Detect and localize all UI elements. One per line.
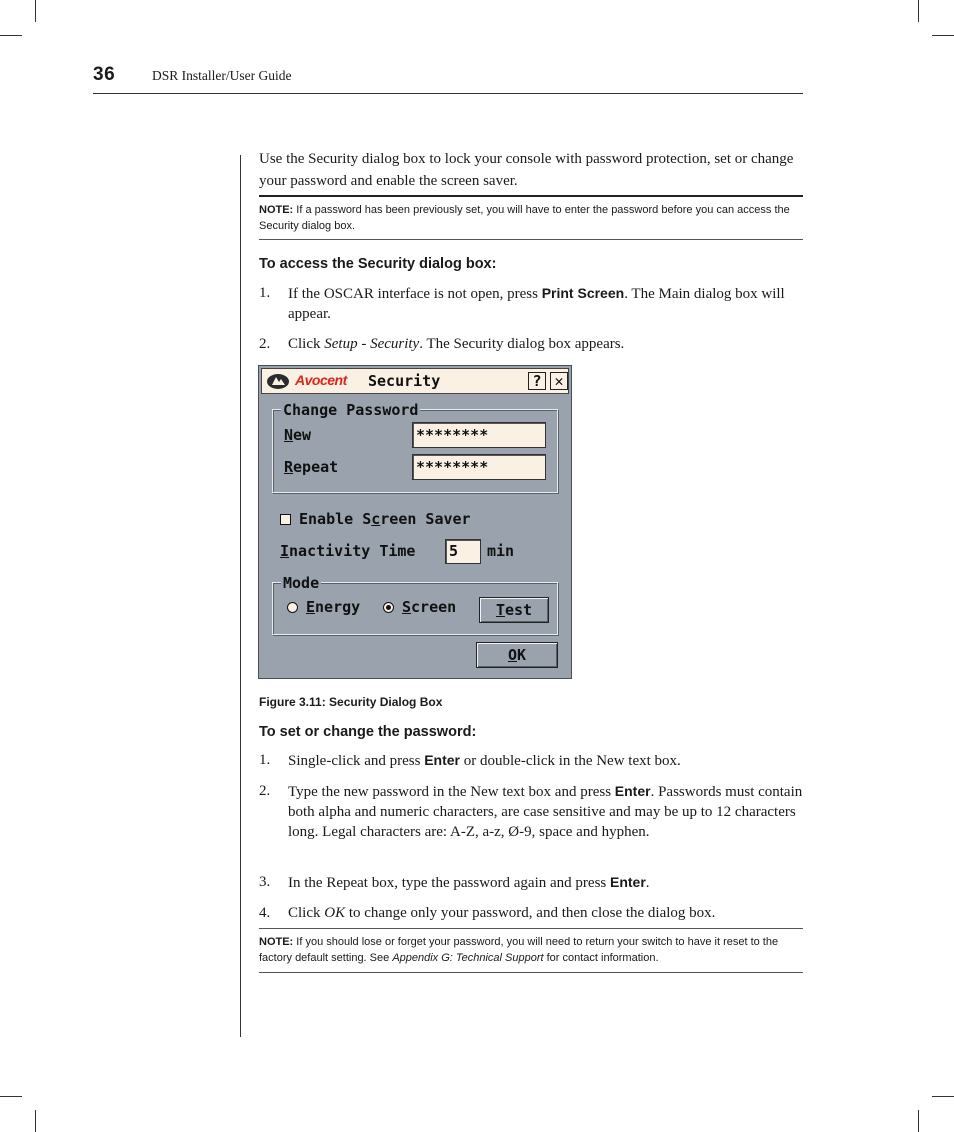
new-label [284,426,311,444]
note-top-rule [259,195,803,197]
crop-mark [932,1096,954,1097]
step-text-part: . The Security dialog box appears. [419,336,625,352]
close-button[interactable]: ✕ [550,372,568,390]
security-dialog [258,365,572,679]
step-text-part: or double-click in the New text box. [460,753,681,769]
inactivity-label-rest: nactivity Time [289,542,416,560]
crop-mark [0,35,22,36]
step-text-part: Click [288,336,325,352]
energy-label-accel: E [306,598,316,616]
mode-legend: Mode [283,574,320,592]
book-title: DSR Installer/User Guide [152,68,292,83]
screen-label [402,598,456,616]
step-number: 2. [259,783,271,799]
ok-button-label: K [517,646,527,664]
new-label-rest: ew [293,426,312,444]
ok-button-accel: O [507,646,517,664]
change-password-legend: Change Password [283,401,419,419]
step-text [288,872,803,893]
step-text [288,750,803,771]
new-password-input[interactable]: ******** [412,422,546,448]
margin-rule [240,155,241,1037]
step-number: 1. [259,752,271,768]
step-text-part: In the Repeat box, type the password again and press [288,875,610,891]
new-label-accel: N [284,426,294,444]
step-text-part: Type the new password in the New text box and press [288,784,615,800]
section-heading-password: To set or change the password: [259,724,477,740]
note-label: NOTE: [259,204,294,216]
test-button-label: est [504,601,533,619]
step-text-part: If the OSCAR interface is not open, press [288,286,542,302]
inactivity-time-label [280,542,415,560]
step-text [288,334,803,354]
button-name: OK [324,905,346,921]
note-bottom-rule [259,972,803,973]
note-text: for contact information. [543,952,659,964]
test-button[interactable] [479,597,549,623]
key-name: Enter [424,752,461,768]
help-button[interactable]: ? [528,372,546,390]
step-text-part: . The Main dialog box will appear. [288,286,785,322]
step-text [288,903,803,923]
note-text: If a password has been previously set, you will have to enter the password before you can access the Security dialog box. [259,204,790,232]
enable-screen-saver-label [299,510,471,528]
step-text-part: Single-click and press [288,753,425,769]
repeat-label-accel: R [284,458,294,476]
energy-radio[interactable] [287,602,298,613]
menu-path: Setup - Security [324,336,420,352]
note-top-rule [259,928,803,929]
step-text-part: to change only your password, and then close the dialog box. [345,905,716,921]
repeat-password-input[interactable]: ******** [412,454,546,480]
step-number: 2. [259,336,271,352]
screen-label-accel: S [402,598,412,616]
enable-screen-saver-checkbox[interactable] [280,514,291,525]
energy-label-rest: nergy [315,598,361,616]
crop-mark [35,1110,36,1132]
step-text-part: . [645,875,650,891]
note-label: NOTE: [259,936,294,948]
inactivity-label-accel: I [280,542,290,560]
header-rule [93,93,803,94]
step-text [288,283,803,324]
screen-label-rest: creen [411,598,457,616]
avocent-logo-text: Avocent [295,372,347,388]
step-text-part: Click [288,905,325,921]
key-name: Enter [610,874,646,890]
key-name: Print Screen [541,285,625,301]
figure-caption: Figure 3.11: Security Dialog Box [259,695,443,709]
crop-mark [0,1096,22,1097]
repeat-label [284,458,338,476]
ok-button[interactable] [476,642,558,668]
note-text: If you should lose or forget your password, you will need to return your switch to have it reset to the factory default setting. See [259,936,779,964]
energy-label [306,598,360,616]
screen-saver-label-accel: c [371,510,381,528]
step-number: 3. [259,874,271,890]
step-text-part: . Passwords must contain both alpha and numeric characters, are case sensitive and may be up to 12 characters long. Legal characters are: A-Z, a-z, Ø-9, space and hyphen. [288,784,803,840]
crop-mark [35,0,36,22]
intro-paragraph: Use the Security dialog box to lock your console with password protection, set or change your password and enable the screen saver. [259,151,794,189]
inactivity-time-input[interactable]: 5 [445,539,481,564]
screen-saver-label-part: Enable S [299,510,372,528]
screen-saver-label-part: reen Saver [380,510,471,528]
screen-radio[interactable] [383,602,394,613]
note-bottom-rule [259,239,803,240]
crop-mark [918,1110,919,1132]
test-button-accel: T [495,601,505,619]
page-number: 36 [93,64,116,85]
inactivity-unit: min [487,542,515,560]
crop-mark [932,35,954,36]
crop-mark [918,0,919,22]
repeat-label-rest: epeat [293,458,339,476]
key-name: Enter [614,783,651,799]
dialog-title-bar [261,368,569,394]
avocent-logo-icon [266,373,290,390]
appendix-reference: Appendix G: Technical Support [392,952,544,964]
dialog-title: Security [368,372,441,390]
section-heading-access: To access the Security dialog box: [259,256,497,272]
note-1 [259,202,803,234]
note-2 [259,934,803,966]
step-number: 4. [259,905,271,921]
step-number: 1. [259,285,271,301]
step-text [288,781,803,842]
